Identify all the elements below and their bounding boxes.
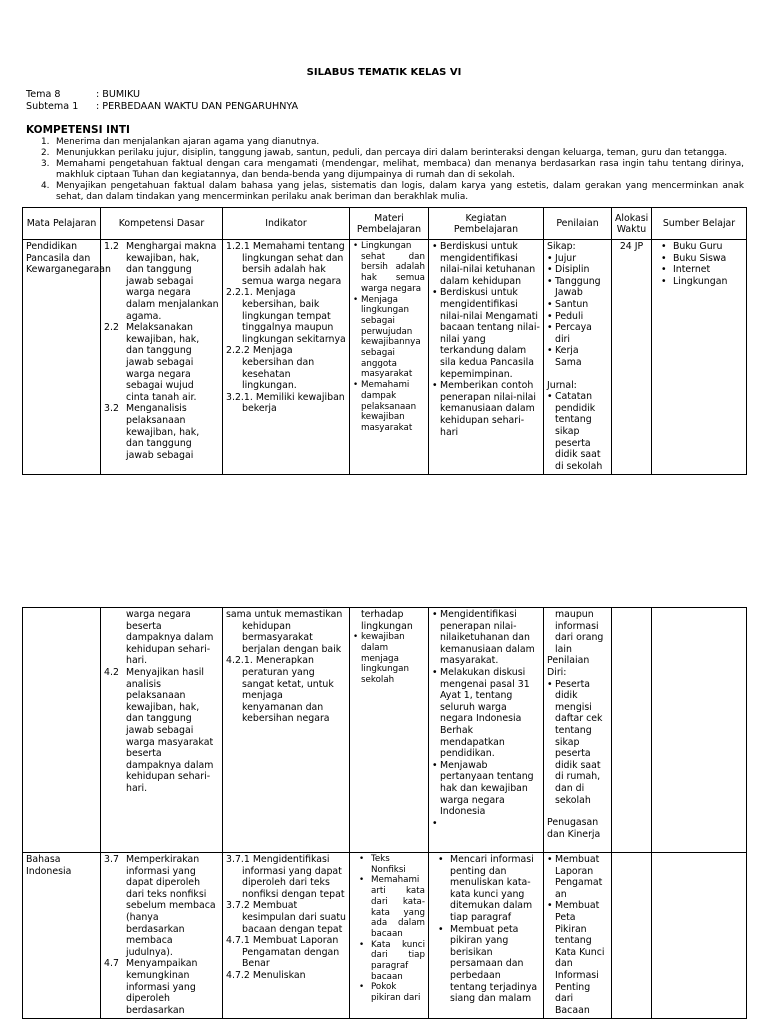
meta-tema-value: : BUMIKU [96,89,141,100]
meta-subtema-value: : PERBEDAAN WAKTU DAN PENGARUHNYA [96,101,299,112]
kompetensi-inti-number: 3. [41,158,50,169]
kd-number: 3.7 [104,854,119,865]
penilaian-diri-item: • Peserta didik mengisi daftar cek tentang sikap peserta didik saat di rumah, dan di sekolah [547,679,608,807]
kd-text: Menyajikan hasil analisis pelaksanaan kewajiban, hak, dan tanggung jawab sebagai warga masyarakat beserta dampaknya dalam kehidupan sehari-hari. [126,666,214,794]
kd-number: 3.2 [104,403,119,415]
kompetensi-inti-number: 2. [41,147,50,158]
penilaian-item: • Membuat Peta Pikiran tentang Kata Kunci dan Informasi Penting dari Bacaan [547,900,608,1016]
materi-item: • Teks Nonfiksi [353,854,425,875]
kompetensi-inti-number: 1. [41,137,50,147]
indikator-item: 2.2.1. Menjaga kebersihan, baik lingkungan tempat tinggalnya maupun lingkungan sekitarnya [226,287,346,345]
header-penilaian: Penilaian [544,208,612,240]
kompetensi-inti-item [26,137,744,148]
cell-indikator-ppkn-cont [223,608,350,853]
meta-subtema-key: Subtema 1 [26,101,79,112]
kompetensi-inti-item [26,148,744,159]
cell-materi-bindo [350,853,429,1019]
indikator-item: sama untuk memastikan kehidupan bermasyarakat berjalan dengan baik [226,609,343,655]
header-indikator: Indikator [223,208,350,240]
cell-indikator-ppkn [223,240,350,475]
kegiatan-item: • Melakukan diskusi mengenai pasal 31 Ayat 1, tentang seluruh warga negara Indonesia Berhak mendapatkan pendidikan. [432,667,540,760]
cell-kd-ppkn-cont [101,608,223,853]
penilaian-item: • Membuat Laporan Pengamat an [547,854,608,900]
table-header-row [23,208,747,240]
penilaian-continuation: maupun informasi dari orang lain [555,609,604,655]
cell-materi-ppkn-cont [350,608,429,853]
header-materi: Materi Pembelajaran [350,208,429,240]
kd-text: Menghargai makna kewajiban, hak, dan tanggung jawab sebagai warga negara dalam menjalankan agama. [126,241,219,322]
cell-penilaian-ppkn [544,240,612,475]
kompetensi-inti-heading: KOMPETENSI INTI [26,124,130,136]
kompetensi-inti-text: Menerima dan menjalankan ajaran agama yang dianutnya. [56,137,320,147]
cell-mapel-ppkn: Pendidikan Pancasila dan Kewarganegaraan [23,240,101,475]
cell-kegiatan-ppkn [429,240,544,475]
sumber-item: • Buku Guru [655,241,743,253]
sikap-item: • Kerja Sama [547,345,608,368]
header-kegiatan: Kegiatan Pembelajaran [429,208,544,240]
kd-item [104,403,219,461]
indikator-item: 4.2.1. Menerapkan peraturan yang sangat ketat, untuk menjaga kenyamanan dan kebersihan negara [226,655,334,725]
cell-sumber-bindo [652,853,747,1019]
sumber-item: • Buku Siswa [655,253,743,265]
cell-sumber-ppkn [652,240,747,475]
materi-continuation: terhadap lingkungan [361,609,413,632]
kd-number: 4.7 [104,958,119,970]
materi-item: • kewajiban dalam menjaga lingkungan sekolah [353,632,425,686]
sikap-item: • Tanggung Jawab [547,276,608,299]
materi-item: • Kata kunci dari tiap paragraf bacaan [353,940,425,983]
kegiatan-item: • Memberikan contoh penerapan nilai-nilai kemanusiaan dalam kehidupan sehari-hari [432,380,540,438]
materi-item: • Lingkungan sehat dan bersih adalah hak semua warga negara [353,241,425,295]
cell-kd-bindo [101,853,223,1019]
document-title: SILABUS TEMATIK KELAS VI [306,67,462,78]
kegiatan-item: • Berdiskusi untuk mengidentifikasi nilai-nilai Mengamati bacaan tentang nilai-nilai yang terkandung dalam sila kedua Pancasila kepemimpinan. [432,287,540,380]
kegiatan-item: • Menjawab pertanyaan tentang hak dan kewajiban warga negara Indonesia [432,760,540,818]
kd-item [104,958,219,1016]
header-kompetensi-dasar: Kompetensi Dasar [101,208,223,240]
cell-kegiatan-bindo [429,853,544,1019]
sikap-item: • Santun [547,299,608,311]
meta-tema [26,89,140,101]
silabus-table-bottom [22,607,747,1019]
kd-item [104,854,219,958]
cell-alokasi-empty [612,608,652,853]
kd-item [104,322,219,403]
materi-item: • Memahami arti kata dari kata-kata yang ada dalam bacaan [353,875,425,939]
header-mata-pelajaran: Mata Pelajaran [23,208,101,240]
cell-indikator-bindo [223,853,350,1019]
jurnal-item: • Catatan pendidik tentang sikap peserta didik saat di sekolah [547,391,608,472]
kegiatan-item: • Mencari informasi penting dan menuliskan kata-kata kunci yang ditemukan dalam tiap paragraf [432,854,540,924]
kegiatan-item: • Berdiskusi untuk mengidentifikasi nilai-nilai ketuhanan dalam kehidupan [432,241,540,287]
kompetensi-inti-text: Memahami pengetahuan faktual dengan cara mengamati (mendengar, melihat, membaca) dan menanya berdasarkan rasa ingin tahu tentang dirinya, makhluk ciptaan Tuhan dan kegiatannya, dan benda-benda yang dijumpainya di rumah dan di sekolah. [56,158,744,180]
indikator-item: 4.7.2 Menuliskan [226,969,306,981]
kd-number: 4.2 [104,666,119,678]
indikator-item: 3.7.1 Mengidentifikasi informasi yang dapat diperoleh dari teks nonfiksi dengan tepat [226,854,345,900]
penilaian-sikap-label: Sikap: [547,241,576,252]
kd-text: Memperkirakan informasi yang dapat diperoleh dari teks nonfiksi sebelum membaca (hanya berdasarkan membaca judulnya). [126,854,216,958]
cell-penilaian-ppkn-cont [544,608,612,853]
indikator-item: 1.2.1 Memahami tentang lingkungan sehat dan bersih adalah hak semua warga negara [226,241,345,287]
indikator-item: 3.7.2 Membuat kesimpulan dari suatu bacaan dengan tepat [226,900,346,935]
penilaian-diri-label: Penilaian Diri: [547,655,590,678]
kompetensi-inti-text: Menyajikan pengetahuan faktual dalam bahasa yang jelas, sistematis dan logis, dalam karya yang estetis, dalam gerakan yang mencerminkan anak sehat, dan dalam tindakan yang mencerminkan perilaku anak beriman dan berakhlak mulia. [56,180,744,202]
indikator-item: 3.2.1. Memiliki kewajiban bekerja [226,391,345,415]
kd-item [104,667,219,795]
kompetensi-inti-list [26,137,744,202]
kd-text: Melaksanakan kewajiban, hak, dan tanggung jawab sebagai warga negara sebagai wujud cinta tanah air. [126,322,200,403]
cell-sumber-empty [652,608,747,853]
cell-alokasi-ppkn: 24 JP [612,240,652,475]
header-alokasi: Alokasi Waktu [612,208,652,240]
kompetensi-inti-item [26,181,744,203]
indikator-item: 2.2.2 Menjaga kebersihan dan kesehatan lingkungan. [226,345,315,392]
cell-materi-ppkn [350,240,429,475]
kd-number: 1.2 [104,241,119,252]
table-row-bahasa-indonesia [23,853,747,1019]
kegiatan-item: • Membuat peta pikiran yang berisikan persamaan dan perbedaan tentang terjadinya siang dan malam [432,924,540,1005]
sumber-item: • Internet [655,264,743,276]
meta-subtema [26,101,298,113]
kd-number: 2.2 [104,322,119,334]
cell-kegiatan-ppkn-cont [429,608,544,853]
materi-item: • Menjaga lingkungan sebagai perwujudan kewajibannya sebagai anggota masyarakat [353,295,425,381]
kd-text: Menganalisis pelaksanaan kewajiban, hak, dan tanggung jawab sebagai [126,403,200,461]
penilaian-tugas: Penugasan dan Kinerja [547,817,601,840]
kompetensi-inti-item [26,159,744,181]
header-sumber: Sumber Belajar [652,208,747,240]
cell-penilaian-bindo [544,853,612,1019]
sikap-item: • Percaya diri [547,322,608,345]
cell-kd-ppkn [101,240,223,475]
kompetensi-inti-number: 4. [41,180,50,191]
sumber-item: • Lingkungan [655,276,743,288]
materi-item: • Memahami dampak pelaksanaan kewajiban masyarakat [353,380,425,434]
table-row-ppkn-continued [23,608,747,853]
kompetensi-inti-text: Menunjukkan perilaku jujur, disiplin, tanggung jawab, santun, peduli, dan percaya diri dalam berinteraksi dengan keluarga, teman, guru dan tetangga. [56,147,728,158]
silabus-table-top [22,207,747,475]
kd-item [104,241,219,322]
table-row-ppkn [23,240,747,475]
kd-text: Menyampaikan kemungkinan informasi yang diperoleh berdasarkan [126,958,198,1016]
sikap-item: • Peduli [547,311,608,323]
cell-alokasi-bindo [612,853,652,1019]
sikap-item: • Disiplin [547,264,608,276]
cell-mapel-bindo: Bahasa Indonesia [23,853,101,1019]
penilaian-jurnal-label: Jurnal: [547,379,577,391]
kegiatan-item: • Mengidentifikasi penerapan nilai-nilaiketuhanan dan kemanusiaan dalam masyarakat. [432,609,540,667]
meta-tema-key: Tema 8 [26,89,61,100]
kd-continuation: warga negara beserta dampaknya dalam kehidupan sehari-hari. [126,609,214,667]
materi-item: • Pokok pikiran dari [353,982,425,1003]
cell-mapel-empty [23,608,101,853]
indikator-item: 4.7.1 Membuat Laporan Pengamatan dengan Benar [226,935,340,970]
sikap-item: • Jujur [547,253,608,265]
